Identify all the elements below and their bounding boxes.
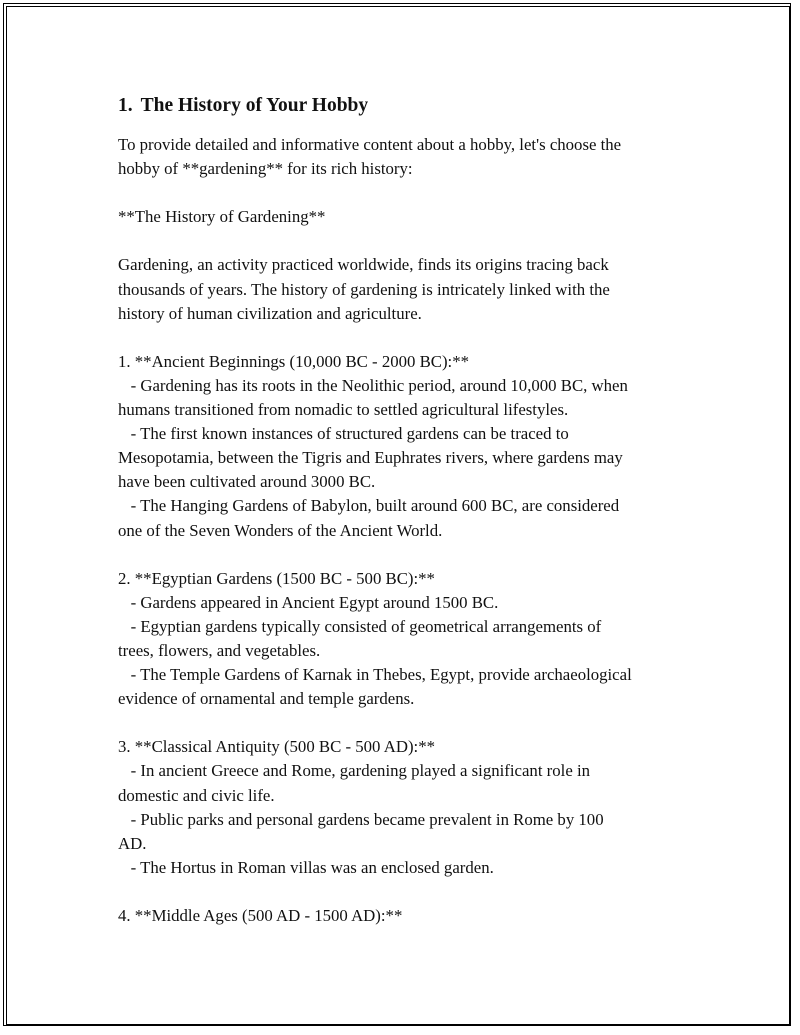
blank-line [118,181,688,205]
text-line: **The History of Gardening** [118,207,326,227]
text-line: - The Temple Gardens of Karnak in Thebes, Egypt, provide archaeological [118,665,632,685]
section-number: 1. [118,95,133,116]
text-line: have been cultivated around 3000 BC. [118,472,376,492]
text-line: one of the Seven Wonders of the Ancient World. [118,520,443,540]
text-line: AD. [118,833,147,853]
blank-line [118,711,688,735]
text-line: history of human civilization and agriculture. [118,303,422,323]
text-line: - The Hortus in Roman villas was an enclosed garden. [118,857,494,877]
text-line: trees, flowers, and vegetables. [118,640,321,660]
blank-line [118,326,688,350]
text-line: To provide detailed and informative content about a hobby, let's choose the [118,135,622,154]
text-line: - Gardens appeared in Ancient Egypt around 1500 BC. [118,592,499,612]
text-line: - Gardening has its roots in the Neolithic period, around 10,000 BC, when [118,375,628,395]
text-line: 2. **Egyptian Gardens (1500 BC - 500 BC):** [118,568,435,588]
text-line: 1. **Ancient Beginnings (10,000 BC - 2000 BC):** [118,351,469,371]
text-line: humans transitioned from nomadic to settled agricultural lifestyles. [118,400,569,420]
text-line: domestic and civic life. [118,785,275,805]
document-body [118,93,688,928]
section-heading [118,93,688,119]
text-line: Gardening, an activity practiced worldwide, finds its origins tracing back [118,255,609,275]
text-line: evidence of ornamental and temple gardens. [118,689,415,709]
paragraph-lines [118,133,688,928]
text-line: - Egyptian gardens typically consisted of geometrical arrangements of [118,616,602,636]
blank-line [118,880,688,904]
blank-line [118,229,688,253]
text-line: 4. **Middle Ages (500 AD - 1500 AD):** [118,906,403,925]
text-line: 3. **Classical Antiquity (500 BC - 500 AD):** [118,737,435,757]
text-line: - The Hanging Gardens of Babylon, built around 600 BC, are considered [118,496,620,516]
text-line: - The first known instances of structured gardens can be traced to [118,424,569,444]
section-title: The History of Your Hobby [140,95,369,116]
text-line: Mesopotamia, between the Tigris and Euphrates rivers, where gardens may [118,448,623,468]
blank-line [118,543,688,567]
text-line: - Public parks and personal gardens became prevalent in Rome by 100 [118,809,604,829]
text-line: - In ancient Greece and Rome, gardening played a significant role in [118,761,591,781]
text-line: thousands of years. The history of gardening is intricately linked with the [118,279,610,299]
text-line: hobby of **gardening** for its rich history: [118,159,413,179]
